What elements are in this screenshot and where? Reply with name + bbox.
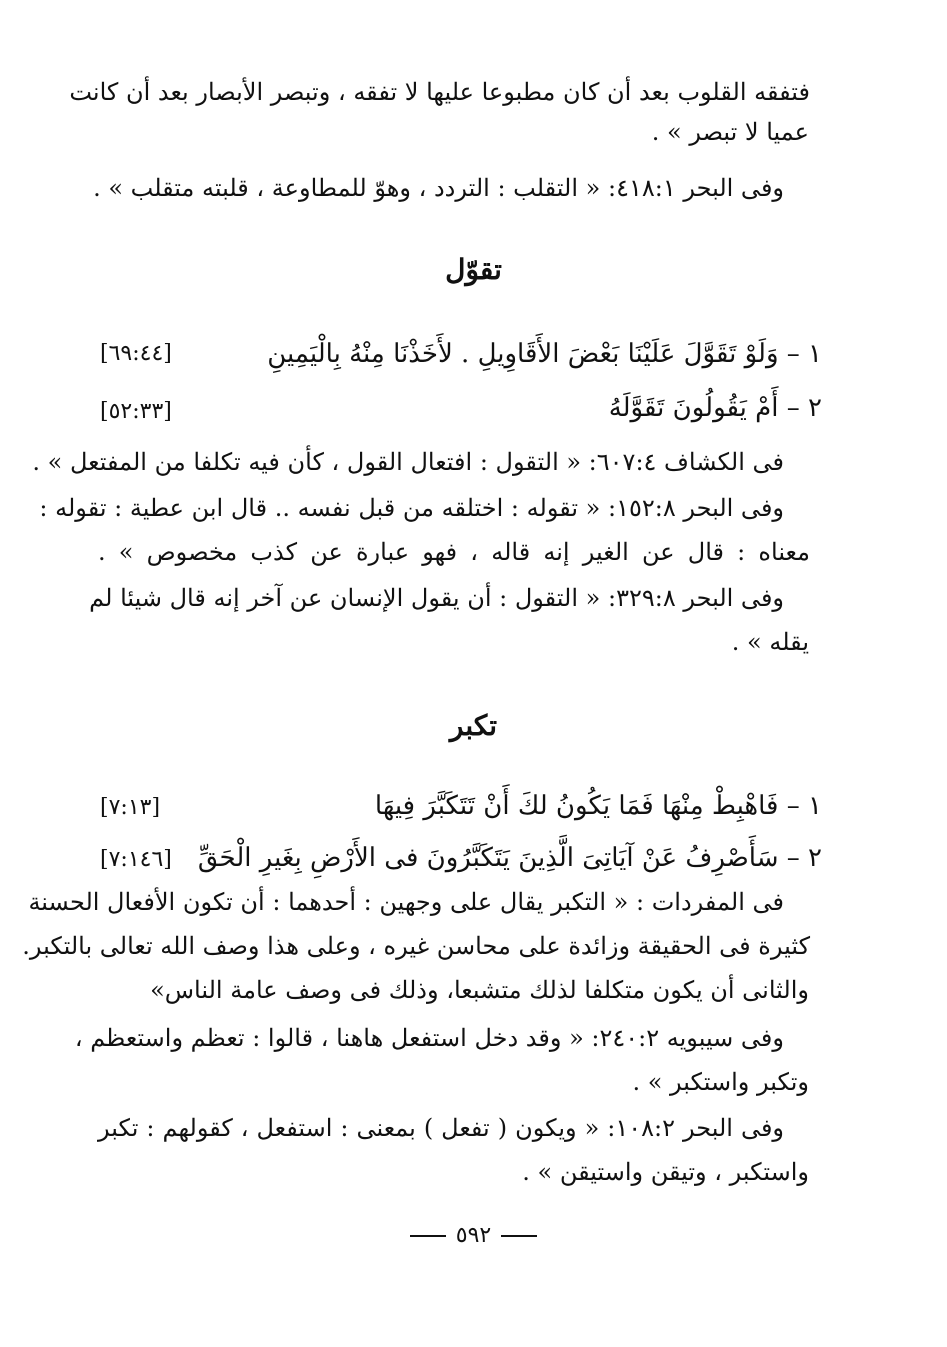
verse-ref-1-2: [٥٢:٣٣] <box>100 399 172 424</box>
verse-1-1: ١ – وَلَوْ تَقَوَّلَ عَلَيْنَا بَعْضَ الأَقَاوِيلِ . لأَخَذْنَا مِنْهُ بِالْيَمِينِ <box>267 339 822 369</box>
s1-line-4: وفى البحر ٣٢٩:٨: « التقول : أن يقول الإنسان عن آخر إنه قال شيئا لم <box>89 584 784 612</box>
s2-line-4: وفى سيبويه ٢٤٠:٢: « وقد دخل استفعل هاهنا ، قالوا : تعظم واستعظم ، <box>74 1024 784 1052</box>
page-number-dash-right <box>501 1235 537 1237</box>
section-heading-takabbur: تكبر <box>449 709 498 742</box>
page-number-dash-left <box>410 1235 446 1237</box>
page-number-value: ٥٩٢ <box>455 1223 492 1248</box>
s2-line-1: فى المفردات : « التكبر يقال على وجهين : أحدهما : أن تكون الأفعال الحسنة <box>28 888 784 916</box>
intro-line-1: فتفقه القلوب بعد أن كان مطبوعا عليها لا تفقه ، وتبصر الأبصار بعد أن كانت <box>69 78 810 106</box>
s2-line-7: واستكبر ، وتيقن واستيقن » . <box>522 1158 809 1186</box>
verse-2-1: ١ – فَاهْبِطْ مِنْهَا فَمَا يَكُونُ لكَ أَنْ تَتَكَبَّرَ فِيهَا <box>374 791 822 821</box>
s1-line-1: فى الكشاف ٦٠٧:٤: « التقول : افتعال القول ، كأن فيه تكلفا من المفتعل » . <box>32 448 784 476</box>
section-heading-taqawwul: تقوّل <box>445 253 502 286</box>
s1-line-5: يقله » . <box>731 628 809 656</box>
intro-line-3: وفى البحر ٤١٨:١: « التقلب : التردد ، وهوّ للمطاوعة ، قلبته متقلب » . <box>93 174 784 202</box>
s1-line-2: وفى البحر ١٥٢:٨: « تقوله : اختلقه من قبل نفسه .. قال ابن عطية : تقوله : <box>39 494 784 522</box>
verse-2-2: ٢ – سَأَصْرِفُ عَنْ آيَاتِىَ الَّذِينَ يَتَكَبَّرُونَ فى الأَرْضِ بِغَيرِ الْحَقِّ <box>197 843 822 873</box>
verse-1-2: ٢ – أَمْ يَقُولُونَ تَقَوَّلَهُ <box>608 393 822 423</box>
s2-line-2: كثيرة فى الحقيقة وزائدة على محاسن غيره ، وعلى هذا وصف الله تعالى بالتكبر. <box>22 932 810 960</box>
page-number <box>0 1218 947 1254</box>
s2-line-3: والثانى أن يكون متكلفا لذلك متشبعا، وذلك فى وصف عامة الناس» <box>150 976 809 1004</box>
verse-ref-1-1: [٦٩:٤٤] <box>100 341 172 366</box>
s2-line-6: وفى البحر ١٠٨:٢: « ويكون ( تفعل ) بمعنى : استفعل ، كقولهم : تكبر <box>98 1114 785 1142</box>
intro-line-2: عميا لا تبصر » . <box>651 118 809 146</box>
s2-line-5: وتكبر واستكبر » . <box>632 1068 809 1096</box>
verse-ref-2-2: [٧:١٤٦] <box>100 847 172 872</box>
verse-ref-2-1: [٧:١٣] <box>100 795 161 820</box>
s1-line-3: معناه : قال عن الغير إنه قاله ، فهو عبارة عن كذب مخصوص » . <box>98 538 810 566</box>
